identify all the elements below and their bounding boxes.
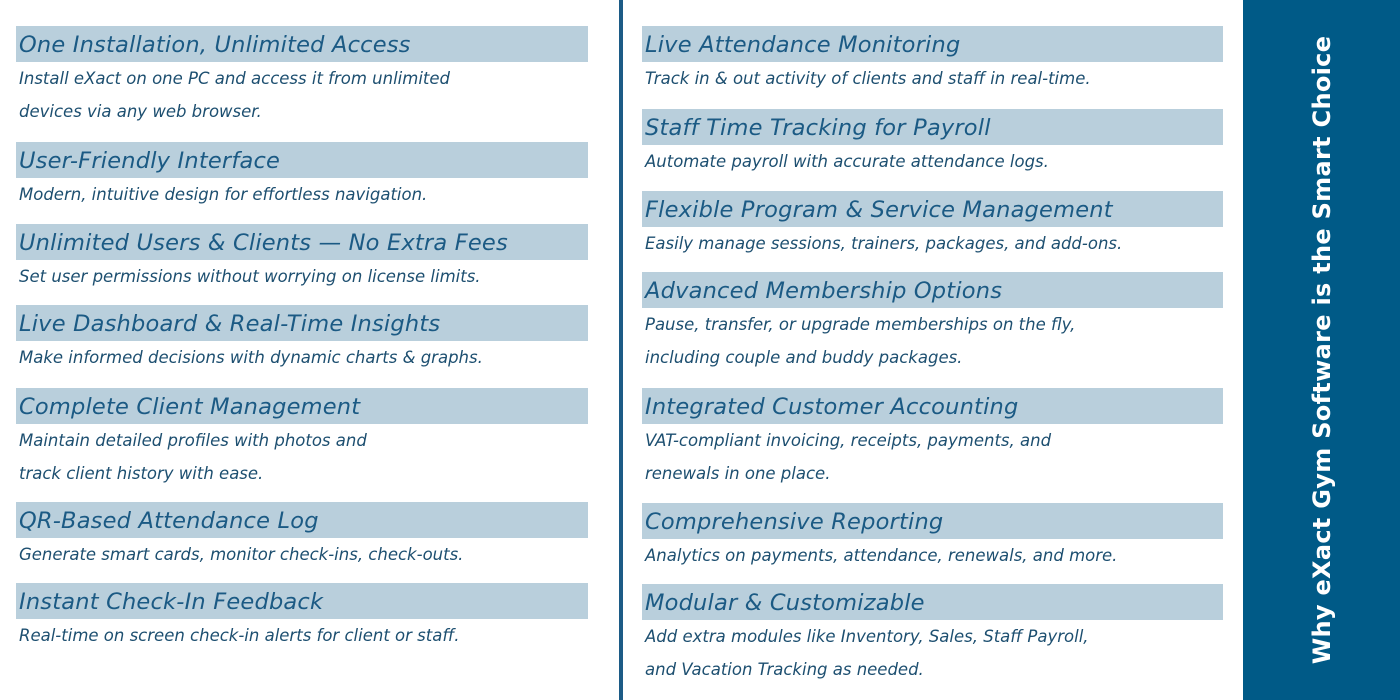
feature-customer-accounting (642, 388, 1223, 490)
feature-title: Live Attendance Monitoring (642, 26, 1223, 62)
feature-title: QR-Based Attendance Log (16, 502, 588, 538)
column-divider (619, 0, 623, 700)
feature-title: Comprehensive Reporting (642, 503, 1223, 539)
feature-title: Flexible Program & Service Management (642, 191, 1223, 227)
feature-user-friendly-interface (16, 142, 588, 211)
feature-description: Automate payroll with accurate attendance logs. (645, 152, 1049, 171)
feature-description: Real-time on screen check-in alerts for client or staff. (19, 626, 460, 645)
feature-description: Make informed decisions with dynamic charts & graphs. (19, 348, 483, 367)
feature-staff-time-tracking (642, 109, 1223, 178)
feature-reporting (642, 503, 1223, 572)
side-banner-heading: Why eXact Gym Software is the Smart Choice (1307, 35, 1336, 665)
feature-description: Track in & out activity of clients and staff in real-time. (645, 69, 1091, 88)
feature-title: One Installation, Unlimited Access (16, 26, 588, 62)
feature-title: Advanced Membership Options (642, 272, 1223, 308)
feature-membership-options (642, 272, 1223, 374)
feature-title: Complete Client Management (16, 388, 588, 424)
feature-description: Maintain detailed profiles with photos and track client history with ease. (19, 431, 367, 483)
feature-title: Instant Check-In Feedback (16, 583, 588, 619)
feature-one-installation (16, 26, 588, 128)
feature-title: Unlimited Users & Clients — No Extra Fees (16, 224, 588, 260)
feature-live-attendance (642, 26, 1223, 95)
feature-description: Set user permissions without worrying on license limits. (19, 267, 481, 286)
feature-description: VAT-compliant invoicing, receipts, payments, and renewals in one place. (645, 431, 1052, 483)
feature-title: Live Dashboard & Real-Time Insights (16, 305, 588, 341)
feature-live-dashboard (16, 305, 588, 374)
feature-modular (642, 584, 1223, 686)
feature-unlimited-users (16, 224, 588, 293)
feature-title: Staff Time Tracking for Payroll (642, 109, 1223, 145)
feature-description: Pause, transfer, or upgrade memberships on the fly, including couple and buddy packages. (645, 315, 1076, 367)
feature-description: Add extra modules like Inventory, Sales, Staff Payroll, and Vacation Tracking as needed. (645, 627, 1089, 679)
feature-title: Integrated Customer Accounting (642, 388, 1223, 424)
feature-client-management (16, 388, 588, 490)
feature-qr-attendance (16, 502, 588, 571)
feature-title: User-Friendly Interface (16, 142, 588, 178)
feature-description: Modern, intuitive design for effortless navigation. (19, 185, 428, 204)
feature-description: Generate smart cards, monitor check-ins, check-outs. (19, 545, 464, 564)
feature-description: Easily manage sessions, trainers, packages, and add-ons. (645, 234, 1123, 253)
feature-title: Modular & Customizable (642, 584, 1223, 620)
side-banner (1243, 0, 1400, 700)
feature-program-management (642, 191, 1223, 260)
feature-instant-check-in (16, 583, 588, 652)
feature-description: Analytics on payments, attendance, renewals, and more. (645, 546, 1118, 565)
feature-description: Install eXact on one PC and access it from unlimited devices via any web browser. (19, 69, 450, 121)
